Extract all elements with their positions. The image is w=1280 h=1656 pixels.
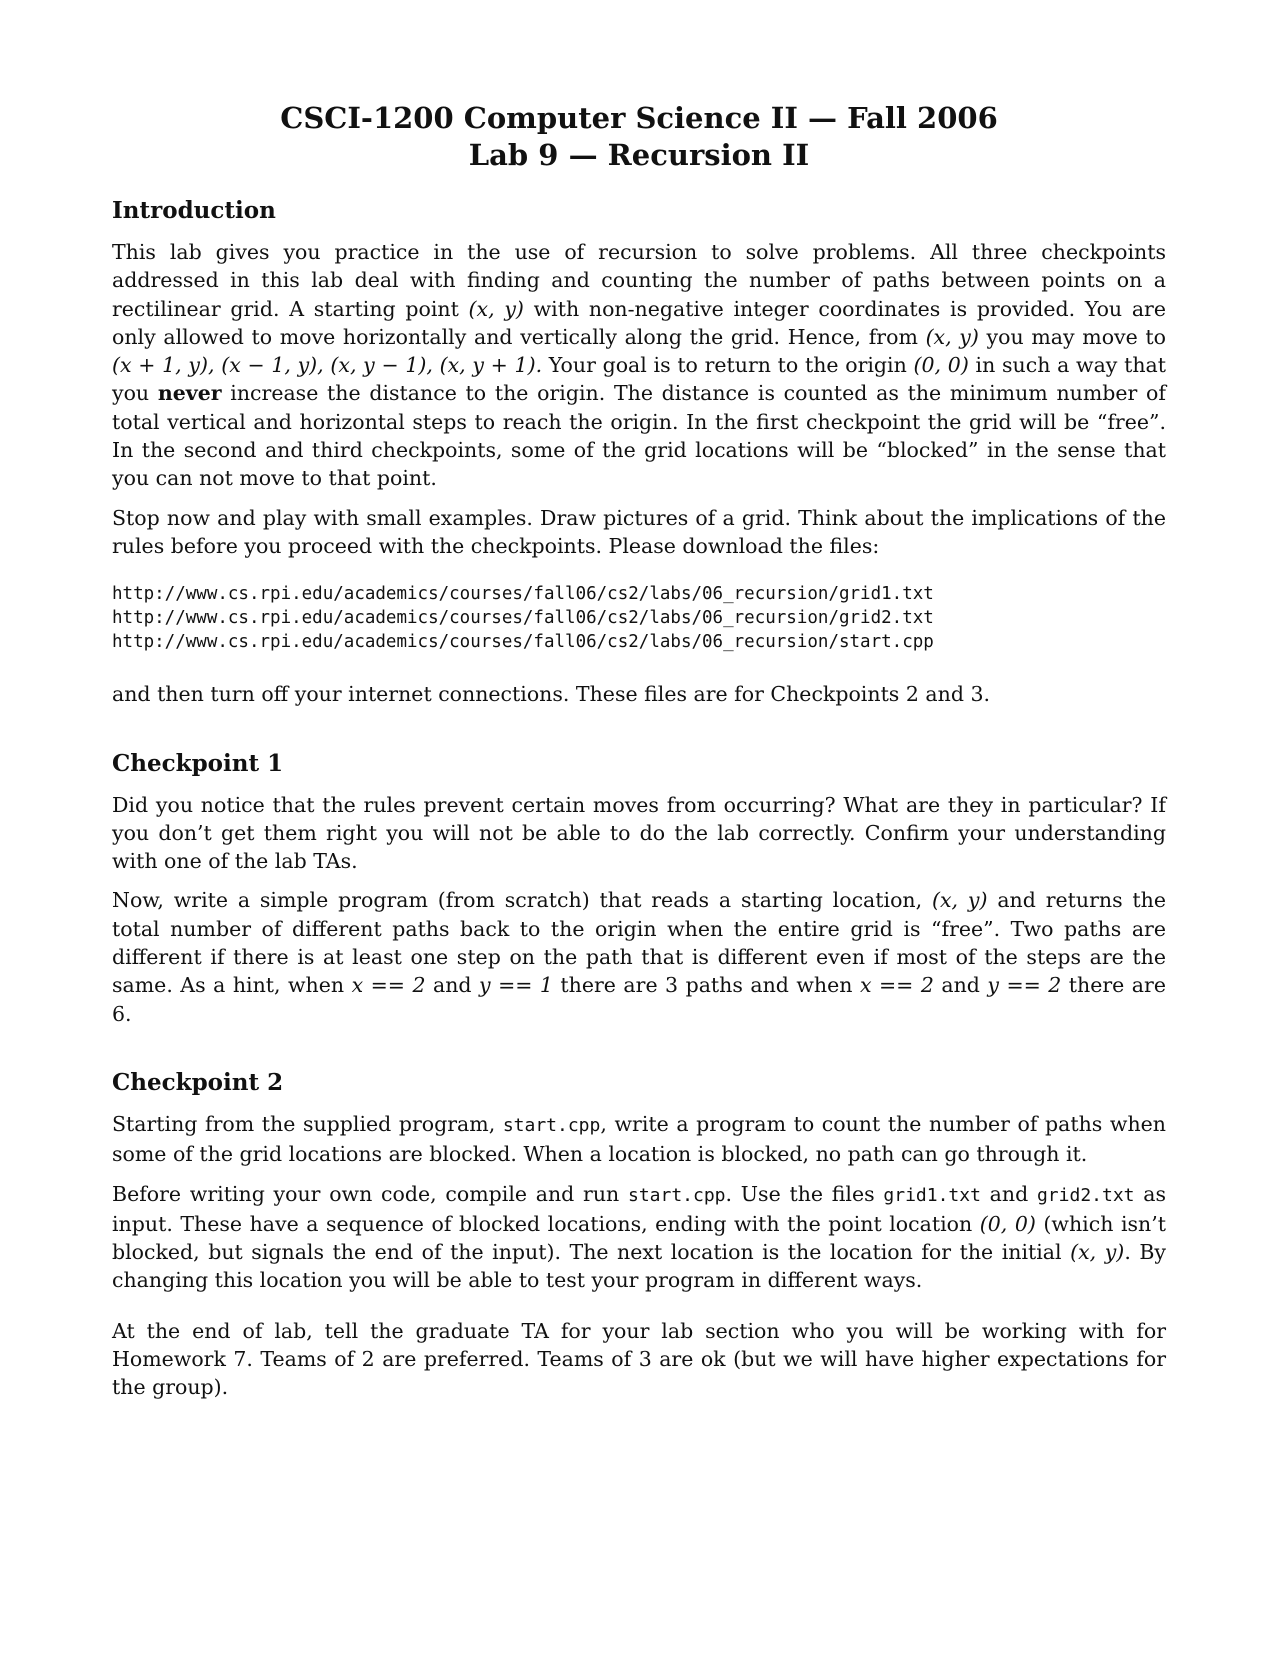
introduction-paragraph-1: This lab gives you practice in the use of recursion to solve problems. All three checkpoints addressed in this lab deal with finding and counting the number of paths between points on a rectilinear grid. A starting point (x, y) with non-negative integer coordinates is provided. You are only allowed to move horizontally and vertically along the grid. Hence, from (x, y) you may move to (x + 1, y), (x − 1, y), (x, y − 1), (x, y + 1). Your goal is to return to the origin (0, 0) in such a way that you never increase the distance to the origin. The distance is counted as the minimum number of total vertical and horizontal steps to reach the origin. In the first checkpoint the grid will be “free”. In the second and third checkpoints, some of the grid locations will be “blocked” in the sense that you can not move to that point. bbox=[112, 240, 1167, 491]
checkpoint-1-heading: Checkpoint 1 bbox=[112, 749, 284, 777]
closing-paragraph: At the end of lab, tell the graduate TA for your lab section who you will be working with for Homework 7. Teams of 2 are preferred. Teams of 3 are ok (but we will have higher expectations for the group). bbox=[112, 1318, 1166, 1400]
url-grid1[interactable]: http://www.cs.rpi.edu/academics/courses/fall06/cs2/labs/06_recursion/grid1.txt bbox=[112, 584, 934, 605]
introduction-paragraph-3: and then turn off your internet connections. These files are for Checkpoints 2 and 3. bbox=[112, 682, 991, 707]
download-url-list bbox=[112, 582, 1166, 654]
url-start-cpp[interactable]: http://www.cs.rpi.edu/academics/courses/fall06/cs2/labs/06_recursion/start.cpp bbox=[112, 632, 934, 653]
introduction-heading: Introduction bbox=[112, 197, 276, 224]
document-page bbox=[112, 100, 1166, 1402]
checkpoint-2-paragraph-2: Before writing your own code, compile and run start.cpp. Use the files grid1.txt and grid2.txt as input. These have a sequence of blocked locations, ending with the point location (0, 0) (which isn’t blocked, but signals the end of the input). The next location is the location for the initial (x, y). By changing this location you will be able to test your program in different ways. bbox=[112, 1181, 1166, 1293]
document-title bbox=[112, 100, 1166, 174]
checkpoint-2-heading: Checkpoint 2 bbox=[112, 1068, 284, 1096]
introduction-paragraph-2: Stop now and play with small examples. Draw pictures of a grid. Think about the implications of the rules before you proceed with the checkpoints. Please download the files: bbox=[112, 505, 1166, 558]
checkpoint-1-paragraph-2: Now, write a simple program (from scratch) that reads a starting location, (x, y) and returns the total number of different paths back to the origin when the entire grid is “free”. Two paths are different if there is at least one step on the path that is different even if most of the steps are the same. As a hint, when x == 2 and y == 1 there are 3 paths and when x == 2 and y == 2 there are 6. bbox=[112, 888, 1167, 1026]
checkpoint-2-paragraph-1: Starting from the supplied program, start.cpp, write a program to count the number of paths when some of the grid locations are blocked. When a location is blocked, no path can go through it. bbox=[112, 1111, 1166, 1167]
title-line-course: CSCI-1200 Computer Science II — Fall 2006 bbox=[280, 101, 998, 135]
checkpoint-1-paragraph-1: Did you notice that the rules prevent certain moves from occurring? What are they in particular? If you don’t get them right you will not be able to do the lab correctly. Confirm your understanding with one of the lab TAs. bbox=[112, 792, 1166, 874]
title-line-lab: Lab 9 — Recursion II bbox=[468, 138, 810, 172]
url-grid2[interactable]: http://www.cs.rpi.edu/academics/courses/fall06/cs2/labs/06_recursion/grid2.txt bbox=[112, 608, 934, 629]
